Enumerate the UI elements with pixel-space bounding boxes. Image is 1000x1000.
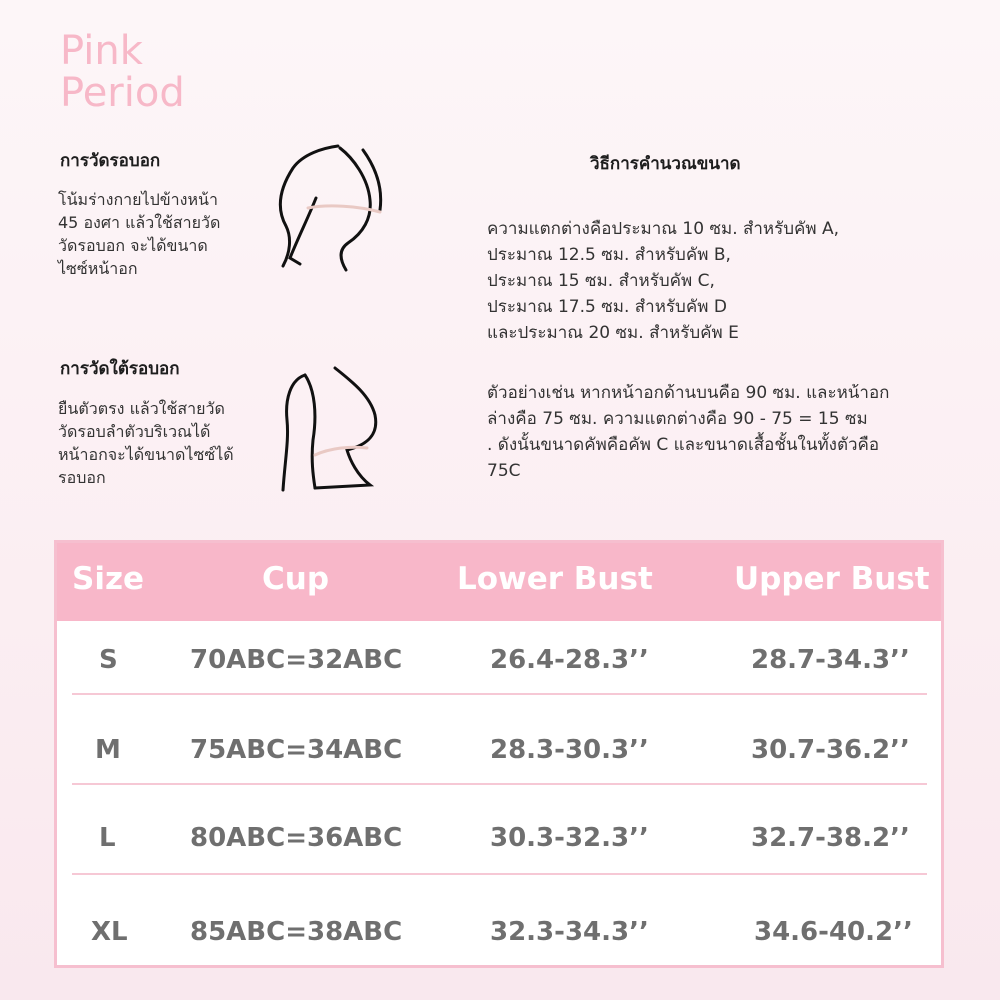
underbust-line: หน้าอกจะได้ขนาดไซซ์ได้ <box>58 445 234 464</box>
cell-size: XL <box>91 917 128 947</box>
cell-cup: 80ABC=36ABC <box>190 823 403 853</box>
underbust-line: ยืนตัวตรง แล้วใช้สายวัด <box>58 399 225 418</box>
underbust-section-title: การวัดใต้รอบอก <box>60 359 180 379</box>
brand-logo-line1: Pink <box>60 28 143 74</box>
cell-cup: 70ABC=32ABC <box>190 645 403 675</box>
table-row <box>57 891 941 981</box>
table-row <box>57 621 941 711</box>
cell-lower-bust: 28.3-30.3’’ <box>490 735 649 765</box>
underbust-section-text <box>58 397 234 489</box>
bust-section-title: การวัดรอบอก <box>60 151 161 171</box>
brand-logo-line2: Period <box>60 70 185 116</box>
header-cup: Cup <box>262 561 330 597</box>
difference-line: ประมาณ 12.5 ซม. สำหรับคัพ B, <box>487 245 731 265</box>
calculation-title: วิธีการคำนวณขนาด <box>590 154 741 174</box>
cell-lower-bust: 30.3-32.3’’ <box>490 823 649 853</box>
cell-lower-bust: 32.3-34.3’’ <box>490 917 649 947</box>
example-line: ตัวอย่างเช่น หากหน้าอกด้านบนคือ 90 ซม. และหน้าอก <box>487 383 890 403</box>
example-line: . ดังนั้นขนาดคัพคือคัพ C และขนาดเสื้อชั้นในทั้งตัวคือ <box>487 435 880 455</box>
bust-section-text <box>58 188 220 280</box>
header-size: Size <box>72 561 145 597</box>
size-table-header <box>57 543 941 621</box>
difference-line: และประมาณ 20 ซม. สำหรับคัพ E <box>487 323 739 343</box>
cell-size: M <box>95 735 121 765</box>
cell-size: L <box>99 823 116 853</box>
cell-cup: 75ABC=34ABC <box>190 735 403 765</box>
header-lower-bust: Lower Bust <box>457 561 653 597</box>
cup-differences <box>487 216 839 346</box>
underbust-line: วัดรอบลำตัวบริเวณได้ <box>58 422 211 441</box>
example-line: ล่างคือ 75 ซม. ความแตกต่างคือ 90 - 75 = 15 ซม <box>487 409 868 429</box>
difference-line: ประมาณ 17.5 ซม. สำหรับคัพ D <box>487 297 727 317</box>
bust-line: ไซซ์หน้าอก <box>58 259 138 278</box>
bust-line: โน้มร่างกายไปข้างหน้า <box>58 190 218 209</box>
brand-logo <box>60 30 185 114</box>
cell-upper-bust: 34.6-40.2’’ <box>754 917 913 947</box>
table-row <box>57 711 941 801</box>
cell-cup: 85ABC=38ABC <box>190 917 403 947</box>
bust-measure-figure-icon <box>268 138 398 278</box>
example-line: 75C <box>487 461 521 481</box>
underbust-line: รอบอก <box>58 468 106 487</box>
cell-upper-bust: 28.7-34.3’’ <box>751 645 910 675</box>
calculation-example <box>487 380 889 484</box>
cell-lower-bust: 26.4-28.3’’ <box>490 645 649 675</box>
difference-line: ประมาณ 15 ซม. สำหรับคัพ C, <box>487 271 715 291</box>
size-table <box>54 540 944 968</box>
table-row <box>57 801 941 891</box>
cell-upper-bust: 30.7-36.2’’ <box>751 735 910 765</box>
row-divider <box>72 873 927 875</box>
row-divider <box>72 783 927 785</box>
row-divider <box>72 693 927 695</box>
difference-line: ความแตกต่างคือประมาณ 10 ซม. สำหรับคัพ A, <box>487 219 840 239</box>
cell-size: S <box>99 645 118 675</box>
cell-upper-bust: 32.7-38.2’’ <box>751 823 910 853</box>
header-upper-bust: Upper Bust <box>734 561 930 597</box>
bust-line: 45 องศา แล้วใช้สายวัด <box>58 213 221 232</box>
bust-line: วัดรอบอก จะได้ขนาด <box>58 236 208 255</box>
underbust-measure-figure-icon <box>275 360 390 495</box>
